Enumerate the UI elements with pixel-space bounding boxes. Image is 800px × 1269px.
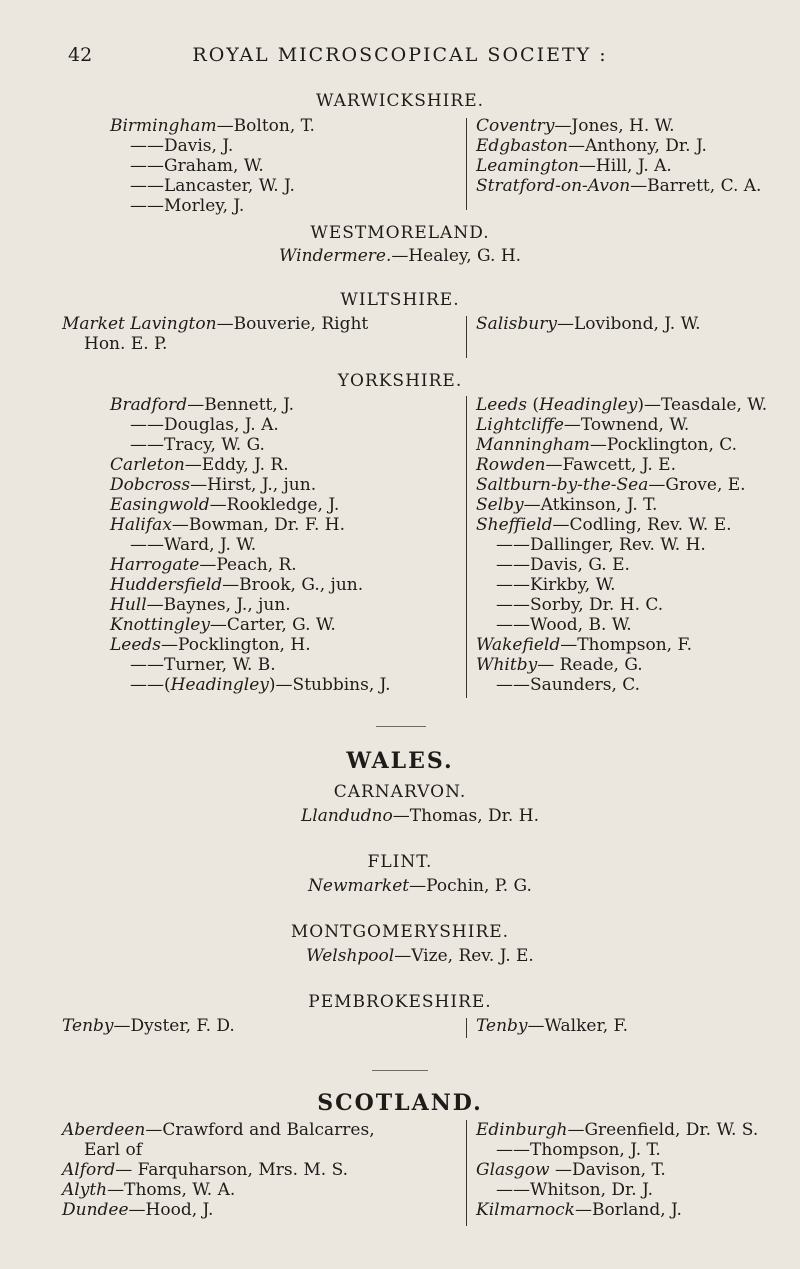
list-item: Welshpool—Vize, Rev. J. E. (306, 946, 534, 966)
list-item: ——Morley, J. (130, 196, 245, 216)
list-item: Tenby—Dyster, F. D. (62, 1016, 235, 1036)
list-item: Edinburgh—Greenfield, Dr. W. S. (476, 1120, 759, 1140)
list-item: Whitby— Reade, G. (476, 655, 643, 675)
list-item: Salisbury—Lovibond, J. W. (476, 314, 701, 334)
list-item: Carleton—Eddy, J. R. (110, 455, 289, 475)
list-item: Leeds—Pocklington, H. (110, 635, 311, 655)
yorkshire-right-column (476, 395, 796, 695)
subsection-title-montgomeryshire: MONTGOMERYSHIRE. (290, 922, 510, 942)
list-item: ——Douglas, J. A. (130, 415, 279, 435)
list-item: ——Saunders, C. (496, 675, 641, 695)
list-item: ——Lancaster, W. J. (130, 176, 295, 196)
wiltshire-right-column (476, 314, 796, 334)
section-title-wales: WALES. (346, 748, 454, 774)
list-item: Windermere.—Healey, G. H. (278, 246, 522, 266)
column-divider (466, 1018, 467, 1038)
wiltshire-left-column (62, 314, 417, 354)
list-item: ——Thompson, J. T. (496, 1140, 661, 1160)
list-item: ——(Headingley)—Stubbins, J. (130, 675, 391, 695)
list-item: Sheffield—Codling, Rev. W. E. (476, 515, 732, 535)
section-title-yorkshire: YORKSHIRE. (337, 371, 463, 391)
scotland-left-column (62, 1120, 417, 1220)
list-item: ——Davis, J. (130, 136, 234, 156)
list-item-continuation: Hon. E. P. (84, 334, 168, 354)
list-item: ——Graham, W. (130, 156, 264, 176)
list-item: Tenby—Walker, F. (476, 1016, 629, 1036)
list-item: Market Lavington—Bouverie, Right (62, 314, 369, 334)
list-item: Leamington—Hill, J. A. (476, 156, 672, 176)
list-item: ——Tracy, W. G. (130, 435, 265, 455)
section-title-westmoreland: WESTMORELAND. (310, 223, 490, 243)
page-number: 42 (68, 44, 93, 66)
list-item: ——Wood, B. W. (496, 615, 632, 635)
list-item: ——Ward, J. W. (130, 535, 257, 555)
subsection-title-pembrokeshire: PEMBROKESHIRE. (308, 992, 492, 1012)
list-item: Lightcliffe—Townend, W. (476, 415, 690, 435)
subsection-title-carnarvon: CARNARVON. (333, 782, 467, 802)
scotland-right-column (476, 1120, 796, 1220)
list-item: ——Sorby, Dr. H. C. (496, 595, 664, 615)
list-item: Glasgow —Davison, T. (476, 1160, 666, 1180)
running-title: ROYAL MICROSCOPICAL SOCIETY : (192, 44, 608, 66)
list-item: Harrogate—Peach, R. (110, 555, 297, 575)
section-title-scotland: SCOTLAND. (317, 1090, 483, 1116)
list-item: ——Kirkby, W. (496, 575, 616, 595)
list-item: Llandudno—Thomas, Dr. H. (301, 806, 539, 826)
list-item: ——Turner, W. B. (130, 655, 276, 675)
list-item: Aberdeen—Crawford and Balcarres, (62, 1120, 375, 1140)
list-item: ——Davis, G. E. (496, 555, 630, 575)
list-item: Stratford-on-Avon—Barrett, C. A. (476, 176, 762, 196)
list-item: Birmingham—Bolton, T. (110, 116, 315, 136)
section-title-warwickshire: WARWICKSHIRE. (315, 91, 485, 111)
list-item: Manningham—Pocklington, C. (476, 435, 738, 455)
list-item: Halifax—Bowman, Dr. F. H. (110, 515, 346, 535)
subsection-title-flint: FLINT. (367, 852, 433, 872)
page-header (0, 44, 800, 74)
yorkshire-left-column (110, 395, 465, 695)
list-item: Hull—Baynes, J., jun. (110, 595, 291, 615)
list-item: Kilmarnock—Borland, J. (476, 1200, 682, 1220)
list-item: Coventry—Jones, H. W. (476, 116, 675, 136)
section-title-wiltshire: WILTSHIRE. (340, 290, 460, 310)
list-item: Easingwold—Rookledge, J. (110, 495, 340, 515)
warwickshire-right-column (476, 116, 796, 196)
column-divider (466, 118, 467, 210)
list-item: Selby—Atkinson, J. T. (476, 495, 658, 515)
warwickshire-left-column (110, 116, 465, 216)
list-item: Alyth—Thoms, W. A. (62, 1180, 236, 1200)
column-divider (466, 1120, 467, 1226)
list-item: Alford— Farquharson, Mrs. M. S. (62, 1160, 349, 1180)
list-item: Rowden—Fawcett, J. E. (476, 455, 676, 475)
list-item-continuation: Earl of (84, 1140, 143, 1160)
pembrokeshire-right-column (476, 1016, 796, 1036)
list-item: ——Dallinger, Rev. W. H. (496, 535, 706, 555)
list-item: Wakefield—Thompson, F. (476, 635, 693, 655)
column-divider (466, 396, 467, 698)
pembrokeshire-left-column (62, 1016, 417, 1036)
column-divider (466, 316, 467, 358)
list-item: Newmarket—Pochin, P. G. (308, 876, 532, 896)
list-item: Huddersfield—Brook, G., jun. (110, 575, 364, 595)
list-item: Knottingley—Carter, G. W. (110, 615, 336, 635)
list-item: Dundee—Hood, J. (62, 1200, 214, 1220)
list-item: Saltburn-by-the-Sea—Grove, E. (476, 475, 746, 495)
list-item: Leeds (Headingley)—Teasdale, W. (476, 395, 768, 415)
list-item: Bradford—Bennett, J. (110, 395, 295, 415)
list-item: Edgbaston—Anthony, Dr. J. (476, 136, 707, 156)
section-separator (372, 1070, 428, 1071)
list-item: ——Whitson, Dr. J. (496, 1180, 654, 1200)
section-separator (376, 726, 426, 727)
list-item: Dobcross—Hirst, J., jun. (110, 475, 317, 495)
